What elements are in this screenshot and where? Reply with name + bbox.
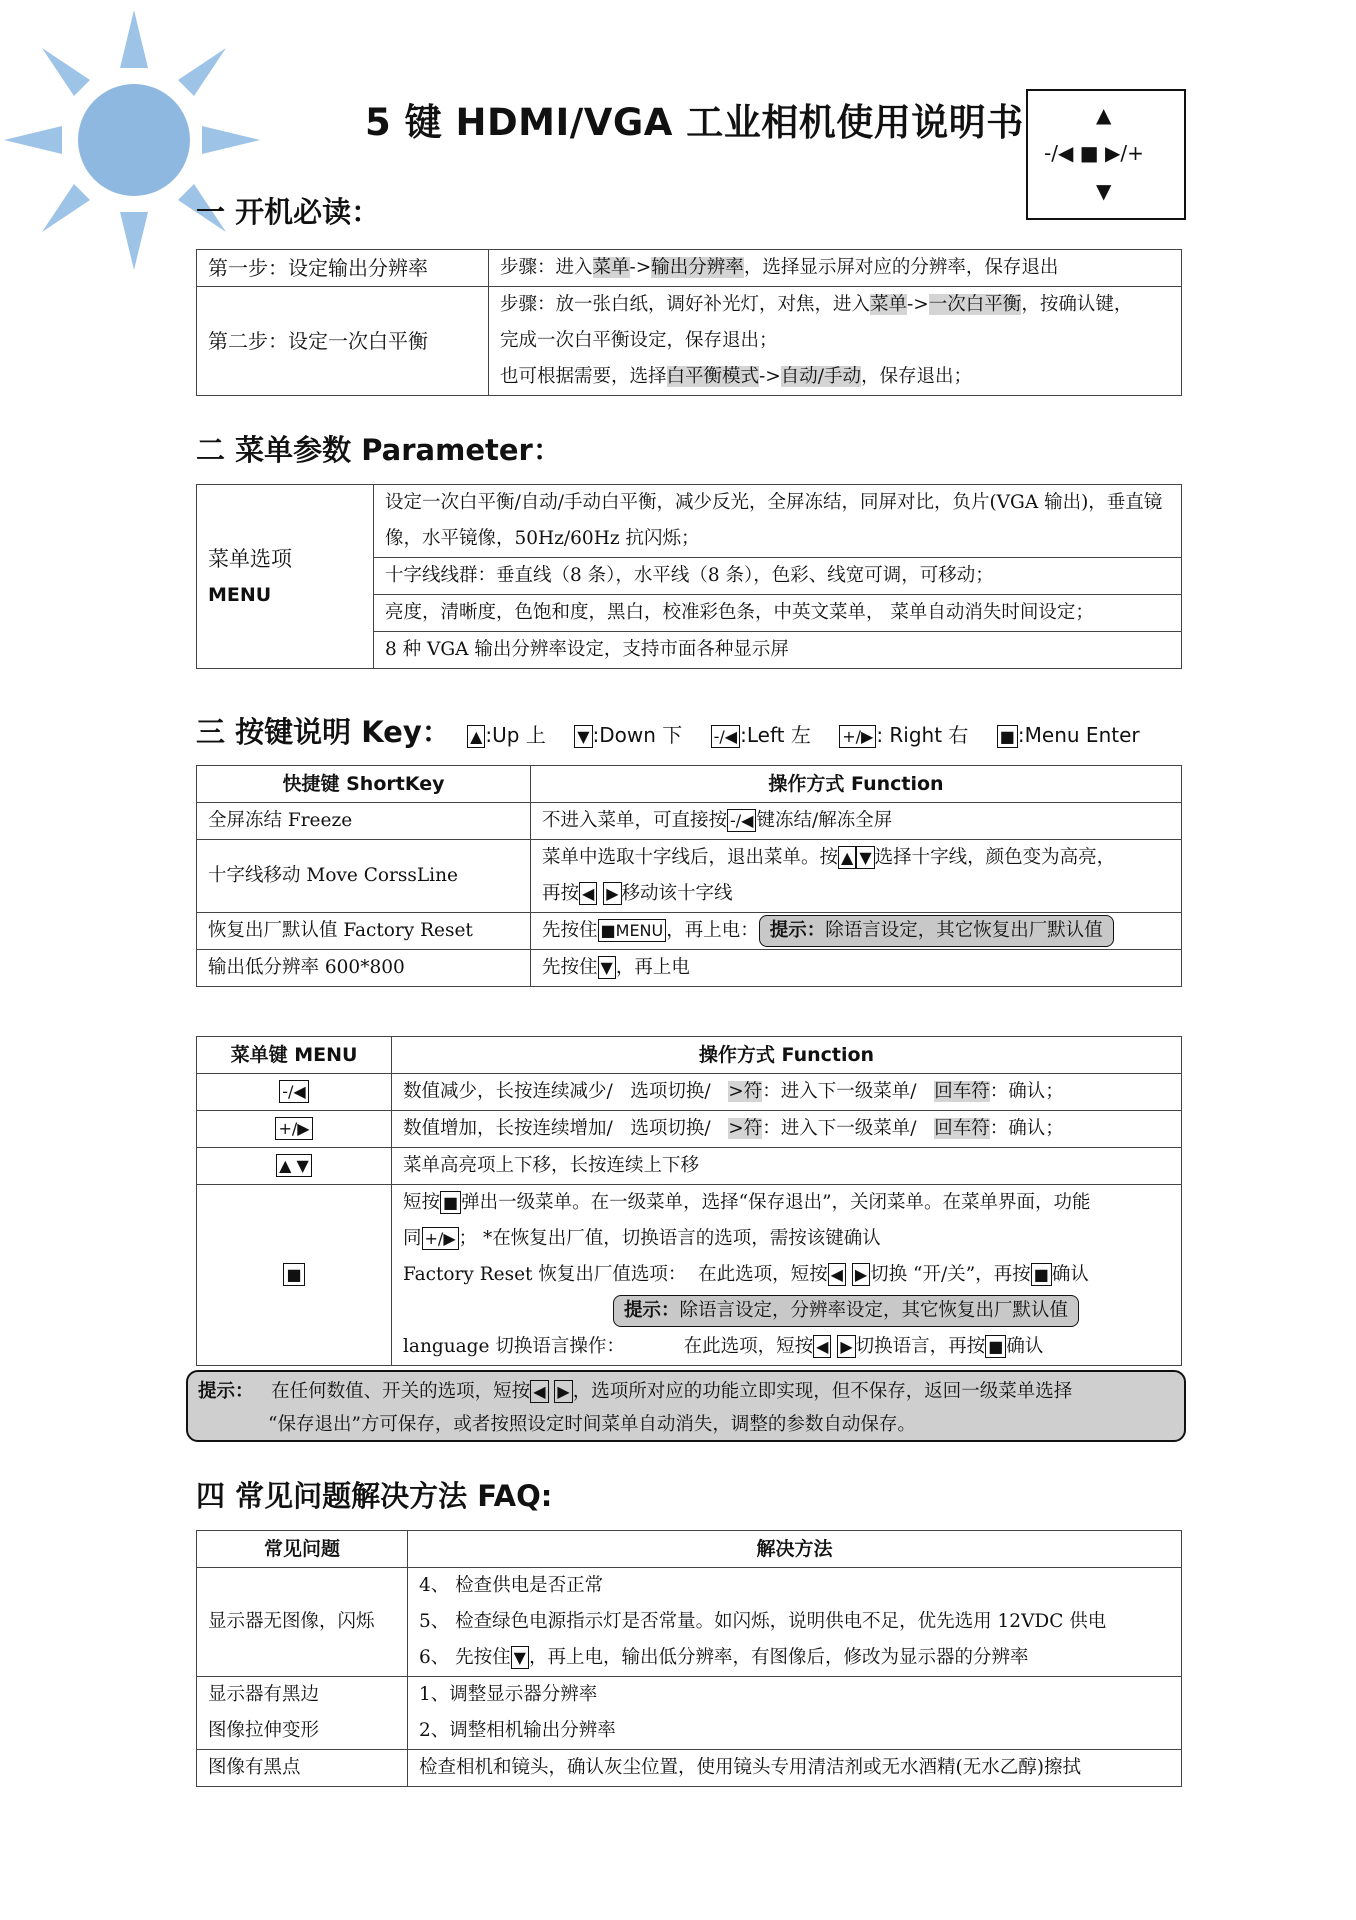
menu-key-function: 短按 ■ 弹出一级菜单。在一级菜单，选择“保存退出”，关闭菜单。在菜单界面，功能 同 +/▶ ； *在恢复出厂值，切换语言的选项，需按该键确认 Factory Reset 恢复出厂值选项： 在此选项，短按 ◀ ▶ 切换 “开/关”，再按 ■ 确认 提示：除语言设定，分辨率设定，其它恢复出厂默认值 language 切换语言操作： 在此选项，短按 ◀ ▶ 切换语言，再按 ■ 确认 xyxy=(392,1185,1182,1366)
function-header: 操作方式 Function xyxy=(531,766,1182,803)
shortkey-table xyxy=(196,765,1182,987)
faq-solution: 1、调整显示器分辨率 2、调整相机输出分辨率 xyxy=(408,1677,1182,1750)
table-row xyxy=(197,287,1182,396)
param-item: 8 种 VGA 输出分辨率设定，支持市面各种显示屏 xyxy=(374,632,1182,669)
table-row xyxy=(197,1185,1182,1366)
table-row xyxy=(197,1037,1182,1074)
step2-text: 步骤：放一张白纸，调好补光灯，对焦，进入菜单->一次白平衡，按确认键， 完成一次白平衡设定，保存退出； 也可根据需要，选择白平衡模式->自动/手动，保存退出； xyxy=(489,287,1182,396)
section3-heading: 三 按键说明 Key： xyxy=(196,715,451,749)
step1-label: 第一步：设定输出分辨率 xyxy=(197,250,489,287)
key-legend xyxy=(196,710,1140,751)
menu-function-header: 操作方式 Function xyxy=(392,1037,1182,1074)
menu-function: 数值增加，长按连续增加/ 选项切换/ >符：进入下一级菜单/ 回车符：确认； xyxy=(392,1111,1182,1148)
shortkey-name: 全屏冻结 Freeze xyxy=(197,803,531,840)
shortkey-name: 输出低分辨率 600*800 xyxy=(197,950,531,987)
keypad-middle-row: -/◀ ■ ▶/+ xyxy=(1044,141,1144,165)
table-row xyxy=(197,1074,1182,1111)
faq-table xyxy=(196,1530,1182,1787)
shortkey-function: 不进入菜单，可直接按 -/◀ 键冻结/解冻全屏 xyxy=(531,803,1182,840)
section1-heading: 一 开机必读： xyxy=(196,195,381,229)
keypad-diagram xyxy=(1026,89,1186,220)
shortkey-function: 先按住 ■MENU ，再上电： 提示：除语言设定，其它恢复出厂默认值 xyxy=(531,913,1182,950)
left-key-icon: -/◀ xyxy=(711,725,740,748)
faq-problem: 显示器无图像，闪烁 xyxy=(197,1568,408,1677)
param-item: 设定一次白平衡/自动/手动白平衡，减少反光，全屏冻结，同屏对比，负片(VGA 输出)，垂直镜像，水平镜像，50Hz/60Hz 抗闪烁； xyxy=(374,485,1182,558)
shortkey-function: 先按住 ▼ ，再上电 xyxy=(531,950,1182,987)
faq-solution: 4、 检查供电是否正常 5、 检查绿色电源指示灯是否常量。如闪烁，说明供电不足，优先选用 12VDC 供电 6、 先按住 ▼ ，再上电，输出低分辨率，有图像后，修改为显示器的分辨率 xyxy=(408,1568,1182,1677)
down-key-label: :Down 下 xyxy=(592,723,683,747)
table-row xyxy=(197,1677,1182,1750)
menu-function: 数值减少，长按连续减少/ 选项切换/ >符：进入下一级菜单/ 回车符：确认； xyxy=(392,1074,1182,1111)
shortkey-name: 十字线移动 Move CorssLine xyxy=(197,840,531,913)
faq-problem: 图像有黑点 xyxy=(197,1750,408,1787)
document-title: 5 键 HDMI/VGA 工业相机使用说明书 xyxy=(365,101,1024,144)
tip-label: 提示： xyxy=(198,1381,254,1402)
shortkey-function: 菜单中选取十字线后，退出菜单。按 ▲ ▼ 选择十字线，颜色变为高亮， 再按 ◀ ▶ 移动该十字线 xyxy=(531,840,1182,913)
menu-options-label: 菜单选项 MENU xyxy=(197,485,374,669)
menu-key-header: 菜单键 MENU xyxy=(197,1037,392,1074)
table-row xyxy=(197,485,1182,558)
up-key-icon: ▲ xyxy=(467,725,485,748)
right-key-icon: +/▶ xyxy=(839,725,876,748)
menu-key-table xyxy=(196,1036,1182,1366)
table-row xyxy=(197,250,1182,287)
left-key-label: :Left 左 xyxy=(740,723,811,747)
param-item: 十字线线群：垂直线（8 条），水平线（8 条），色彩、线宽可调，可移动； xyxy=(374,558,1182,595)
down-arrow-icon: ▼ xyxy=(1096,179,1112,203)
table-row xyxy=(197,1148,1182,1185)
minus-key-icon: -/◀ xyxy=(279,1080,308,1103)
faq-solution-header: 解决方法 xyxy=(408,1531,1182,1568)
step1-text: 步骤：进入菜单->输出分辨率，选择显示屏对应的分辨率，保存退出 xyxy=(489,250,1182,287)
table-row xyxy=(197,1568,1182,1677)
table-row xyxy=(197,803,1182,840)
down-key-icon: ▼ xyxy=(574,725,592,748)
up-down-key-icon: ▲ ▼ xyxy=(276,1154,312,1177)
table-row xyxy=(197,1531,1182,1568)
faq-problem: 显示器有黑边 图像拉伸变形 xyxy=(197,1677,408,1750)
menu-function: 菜单高亮项上下移，长按连续上下移 xyxy=(392,1148,1182,1185)
section4-heading: 四 常见问题解决方法 FAQ: xyxy=(196,1479,553,1513)
table-row xyxy=(197,1750,1182,1787)
menu-key-icon: ■ xyxy=(997,725,1018,748)
shortkey-header: 快捷键 ShortKey xyxy=(197,766,531,803)
shortkey-name: 恢复出厂默认值 Factory Reset xyxy=(197,913,531,950)
menu-square-key-icon: ■ xyxy=(283,1263,304,1286)
table-row xyxy=(197,913,1182,950)
parameter-table xyxy=(196,484,1182,669)
table-row xyxy=(197,766,1182,803)
reset-tip-pill: 提示：除语言设定，其它恢复出厂默认值 xyxy=(759,915,1114,947)
startup-table xyxy=(196,249,1182,396)
up-arrow-icon: ▲ xyxy=(1096,103,1112,127)
param-item: 亮度，清晰度，色饱和度，黑白，校准彩色条，中英文菜单， 菜单自动消失时间设定； xyxy=(374,595,1182,632)
section2-heading: 二 菜单参数 Parameter： xyxy=(196,433,562,467)
table-row xyxy=(197,950,1182,987)
sun-logo-icon xyxy=(4,10,264,270)
table-row xyxy=(197,1111,1182,1148)
right-key-label: : Right 右 xyxy=(876,723,969,747)
menu-key-label: :Menu Enter xyxy=(1017,723,1140,747)
faq-solution: 检查相机和镜头，确认灰尘位置，使用镜头专用清洁剂或无水酒精(无水乙醇)擦拭 xyxy=(408,1750,1182,1787)
plus-key-icon: +/▶ xyxy=(275,1117,312,1140)
up-key-label: :Up 上 xyxy=(485,723,546,747)
reset-option-tip-pill: 提示：除语言设定，分辨率设定，其它恢复出厂默认值 xyxy=(613,1295,1079,1327)
general-tip-box: 提示： 在任何数值、开关的选项，短按 ◀ ▶ ，选项所对应的功能立即实现，但不保存，返回一级菜单选择 “保存退出”方可保存，或者按照设定时间菜单自动消失，调整的参数自动保存。 xyxy=(186,1370,1186,1442)
step2-label: 第二步：设定一次白平衡 xyxy=(197,287,489,396)
faq-problem-header: 常见问题 xyxy=(197,1531,408,1568)
table-row xyxy=(197,840,1182,913)
